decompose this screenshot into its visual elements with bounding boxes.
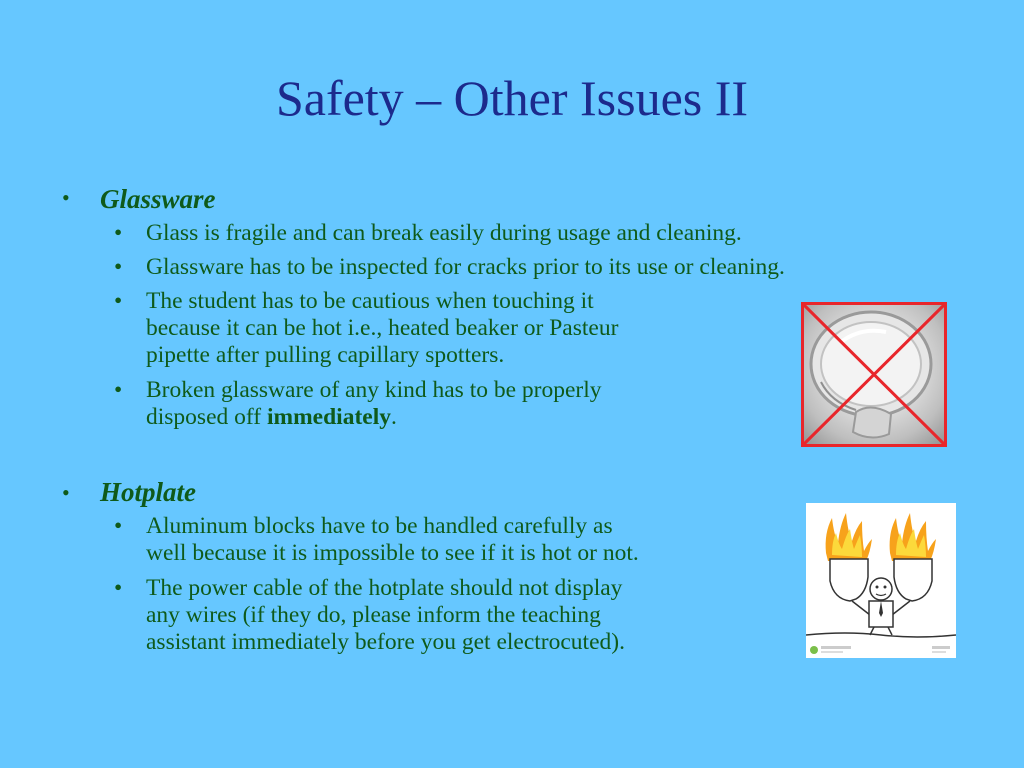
list-item-text-line: Broken glassware of any kind has to be properly	[146, 377, 602, 403]
bullet-dot: •	[114, 288, 123, 314]
bullet-dot: •	[114, 575, 123, 601]
broken-flask-photo	[801, 302, 947, 447]
text-prefix: disposed off	[146, 404, 267, 430]
glass-flask-crossed-out-icon	[801, 302, 947, 447]
list-item-text: Glassware has to be inspected for cracks prior to its use or cleaning.	[146, 254, 785, 280]
section-heading-hotplate: Hotplate	[100, 477, 196, 507]
section-bullet-hotplate: •	[62, 480, 70, 505]
bullet-dot: •	[114, 377, 123, 403]
slide-title: Safety – Other Issues II	[275, 70, 749, 126]
list-item-text-line: any wires (if they do, please inform the teaching	[146, 602, 601, 628]
list-item-text: Glass is fragile and can break easily during usage and cleaning.	[146, 220, 742, 246]
emphasis-immediately: immediately	[266, 404, 391, 430]
bullet-dot: •	[114, 513, 123, 539]
text-suffix: .	[390, 404, 397, 430]
bullet-dot: •	[114, 220, 123, 246]
cartoon-man-hands-on-fire-icon	[806, 503, 956, 658]
list-item-text-line	[146, 404, 397, 431]
list-item-text-line: Aluminum blocks have to be handled carefully as	[146, 513, 613, 539]
list-item-text-line: assistant immediately before you get electrocuted).	[146, 629, 625, 655]
section-heading-glassware: Glassware	[100, 184, 216, 214]
list-item-text-line: The student has to be cautious when touching it	[146, 288, 594, 314]
burning-fingers-cartoon	[806, 503, 956, 658]
section-bullet-glassware: •	[62, 185, 70, 210]
bullet-dot: •	[114, 254, 123, 280]
list-item-text-line: pipette after pulling capillary spotters.	[146, 342, 505, 368]
list-item-text-line: well because it is impossible to see if it is hot or not.	[146, 540, 639, 566]
list-item-text-line: The power cable of the hotplate should not display	[146, 575, 623, 601]
list-item-text-line: because it can be hot i.e., heated beaker or Pasteur	[146, 315, 619, 341]
